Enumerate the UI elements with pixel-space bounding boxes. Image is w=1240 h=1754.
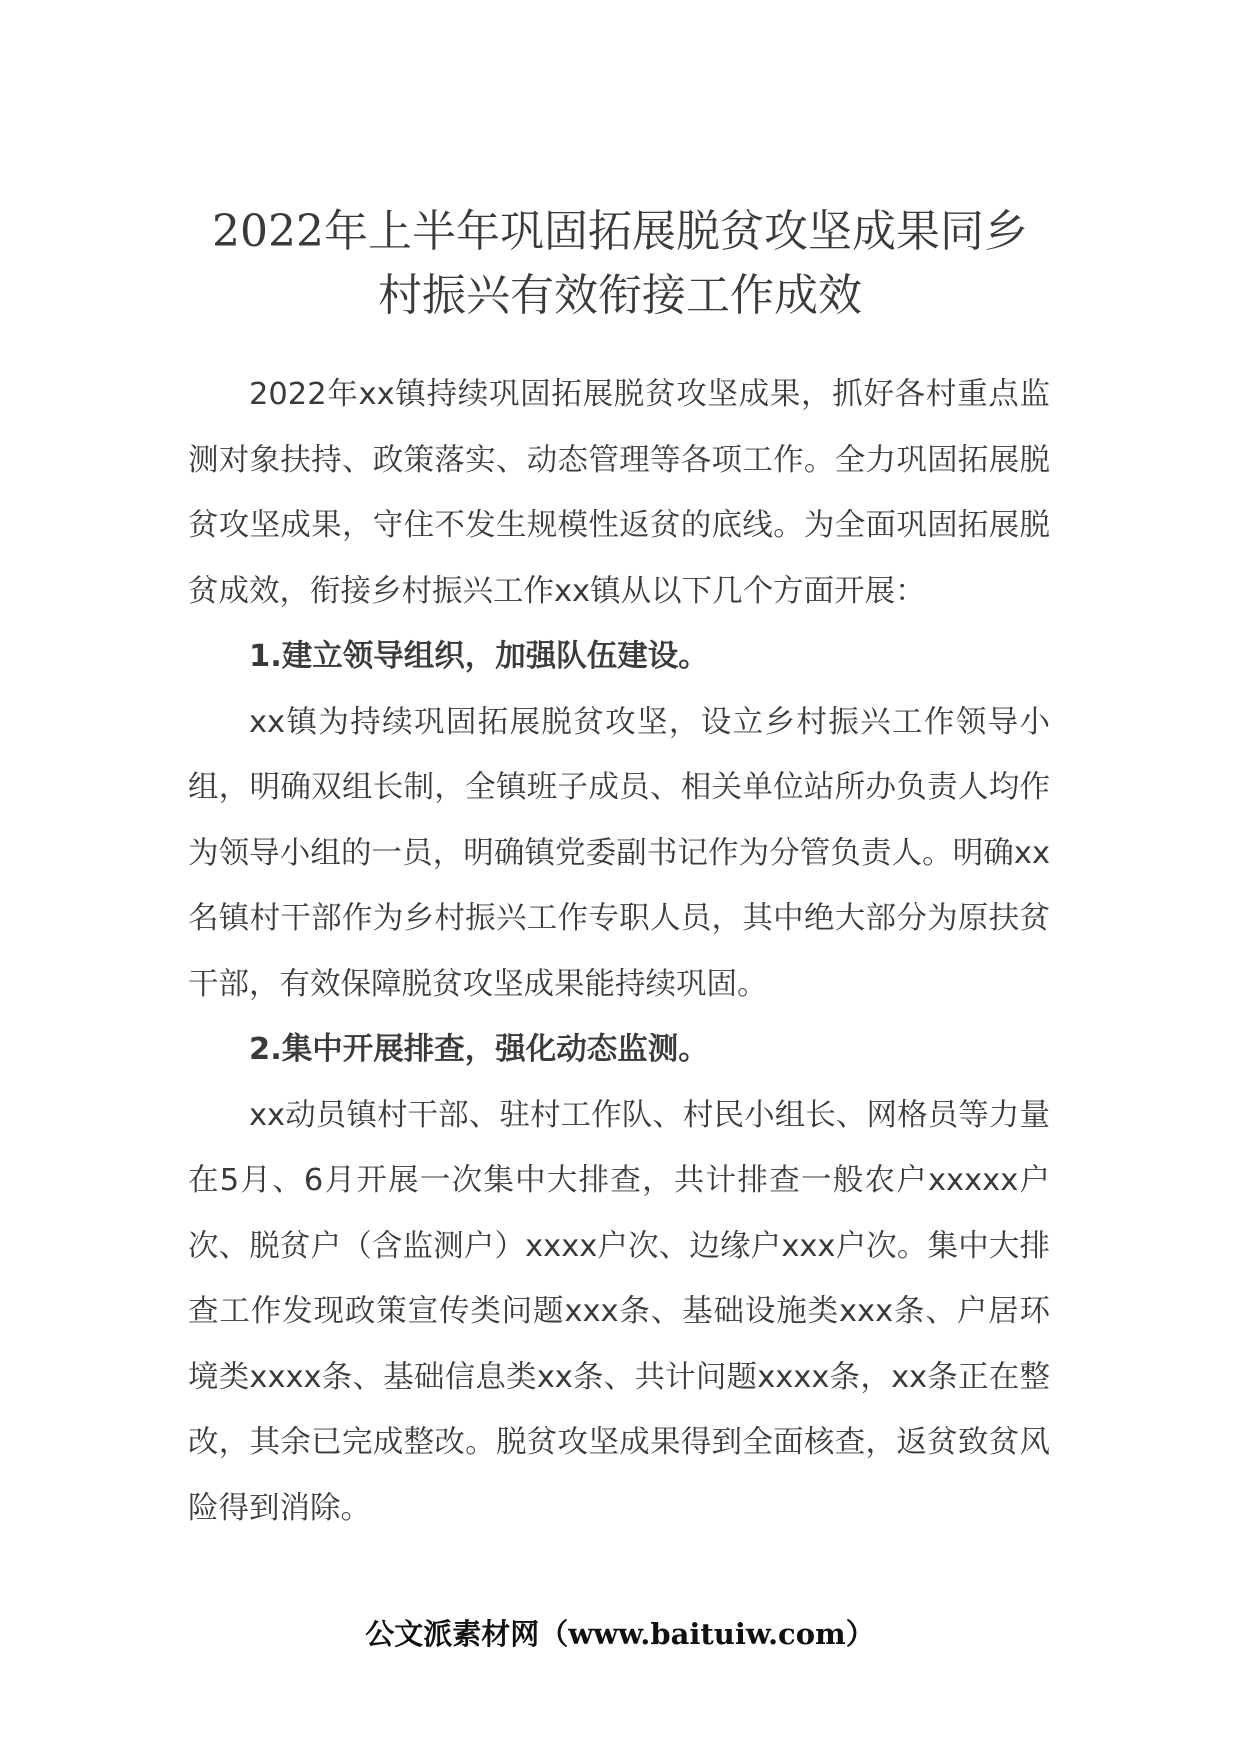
section-heading-2: 2.集中开展排查，强化动态监测。 — [249, 1032, 709, 1067]
intro-paragraph: 2022年xx镇持续巩固拓展脱贫攻坚成果，抓好各村重点监测对象扶持、政策落实、动态管理等各项工作。全力巩固拓展脱贫攻坚成果，守住不发生规模性返贫的底线。为全面巩固拓展脱贫成效，衔接乡村振兴工作xx镇从以下几个方面开展： — [188, 377, 1050, 609]
section-paragraph-1: xx镇为持续巩固拓展脱贫攻坚，设立乡村振兴工作领导小组，明确双组长制，全镇班子成员、相关单位站所办负责人均作为领导小组的一员，明确镇党委副书记作为分管负责人。明确xx名镇村干部作为乡村振兴工作专职人员，其中绝大部分为原扶贫干部，有效保障脱贫攻坚成果能持续巩固。 — [188, 704, 1050, 1002]
section-paragraph-2: xx动员镇村干部、驻村工作队、村民小组长、网格员等力量在5月、6月开展一次集中大排查，共计排查一般农户xxxxx户次、脱贫户（含监测户）xxxx户次、边缘户xxx户次。集中大排查工作发现政策宣传类问题xxx条、基础设施类xxx条、户居环境类xxxx条、基础信息类xx条、共计问题xxxx条，xx条正在整改，其余已完成整改。脱贫攻坚成果得到全面核查，返贫致贫风险得到消除。 — [188, 1097, 1050, 1526]
section-heading-1: 1.建立领导组织，加强队伍建设。 — [249, 639, 709, 674]
title-line-1: 2022年上半年巩固拓展脱贫攻坚成果同乡 — [212, 206, 1028, 257]
title-line-2: 村振兴有效衔接工作成效 — [378, 270, 862, 321]
document-body — [188, 362, 1050, 1541]
footer-watermark-text: 公文派素材网（www.baituiw.com） — [365, 1617, 875, 1651]
document-title — [150, 200, 1090, 328]
